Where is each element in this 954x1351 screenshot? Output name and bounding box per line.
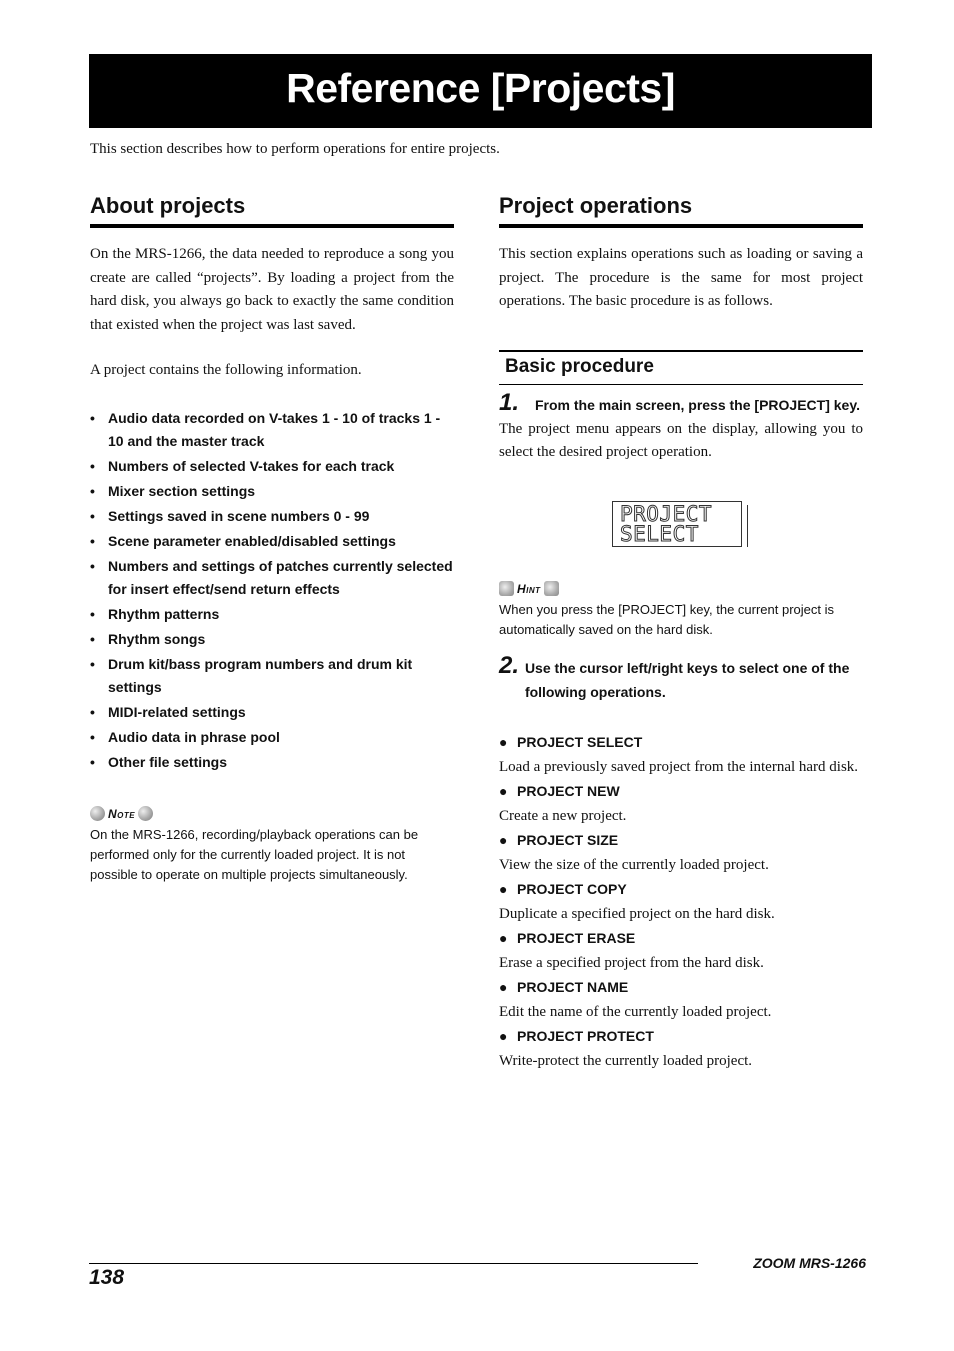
- filled-circle-icon: ●: [499, 733, 508, 750]
- operation-option: [499, 1024, 863, 1073]
- hint-block: [499, 580, 863, 640]
- step-2: [499, 651, 863, 704]
- operation-option: [499, 828, 863, 877]
- bullet-icon: •: [90, 482, 95, 499]
- bullet-icon: •: [90, 557, 95, 574]
- operation-option: [499, 877, 863, 926]
- filled-circle-icon: ●: [499, 831, 508, 848]
- operation-option-name: PROJECT SIZE: [517, 831, 619, 848]
- operation-option-description: Edit the name of the currently loaded project.: [499, 1003, 772, 1020]
- step-1-text: From the main screen, press the [PROJECT] key.: [535, 396, 860, 413]
- note-left-icon: [90, 806, 105, 821]
- operation-option-description: View the size of the currently loaded project.: [499, 856, 769, 873]
- lcd-edge: [747, 505, 748, 547]
- step-1: [499, 388, 863, 417]
- operation-option-heading: [499, 779, 863, 803]
- filled-circle-icon: ●: [499, 929, 508, 946]
- bullet-icon: •: [90, 703, 95, 720]
- operation-option-name: PROJECT COPY: [517, 880, 627, 897]
- operations-paragraph: This section explains operations such as loading or saving a project. The procedure is the same for most project operations. The basic procedure is as follows.: [499, 246, 863, 309]
- list-item: [90, 480, 454, 503]
- operation-option-heading: [499, 877, 863, 901]
- list-item-text: Settings saved in scene numbers 0 - 99: [108, 507, 370, 524]
- operation-option: [499, 730, 863, 779]
- list-item: [90, 628, 454, 651]
- project-operations-heading: Project operations: [499, 193, 863, 228]
- product-name: ZOOM MRS-1266: [753, 1255, 866, 1271]
- note-text: On the MRS-1266, recording/playback operations can be performed only for the currently loaded project. It is not possible to operate on multiple projects simultaneously.: [90, 826, 419, 882]
- operation-option-description: Write-protect the currently loaded project.: [499, 1052, 753, 1069]
- filled-circle-icon: ●: [499, 978, 508, 995]
- step-1-number: 1.: [499, 388, 520, 416]
- page-number: 138: [89, 1266, 125, 1289]
- bullet-icon: •: [90, 753, 95, 770]
- list-item-text: Numbers of selected V-takes for each track: [108, 457, 395, 474]
- list-item-text: Audio data recorded on V-takes 1 - 10 of tracks 1 - 10 and the master track: [108, 409, 441, 449]
- filled-circle-icon: ●: [499, 1027, 508, 1044]
- operation-option-description: Duplicate a specified project on the hard disk.: [499, 905, 775, 922]
- list-item: [90, 530, 454, 553]
- operation-option-description: Create a new project.: [499, 807, 627, 824]
- project-operations-column: [499, 193, 863, 1073]
- lcd-line-1: PROJECT: [620, 502, 713, 526]
- operation-options-list: [499, 730, 863, 1073]
- operation-option: [499, 779, 863, 828]
- list-item: [90, 455, 454, 478]
- bullet-icon: •: [90, 655, 95, 672]
- operation-option-name: PROJECT SELECT: [517, 733, 643, 750]
- note-tag: [90, 805, 454, 823]
- operation-option-description: Erase a specified project from the hard disk.: [499, 954, 764, 971]
- about-paragraph-1: On the MRS-1266, the data needed to reproduce a song you create are called “projects”. By loading a project from the hard disk, you always go back to exactly the same condition that existed when the project was last saved.: [90, 246, 454, 333]
- basic-procedure-heading: Basic procedure: [505, 355, 654, 377]
- page-title: Reference [Projects]: [286, 65, 675, 111]
- about-projects-column: [90, 193, 454, 885]
- list-item-text: MIDI-related settings: [108, 703, 246, 720]
- basic-procedure-box: [499, 350, 863, 385]
- list-item-text: Mixer section settings: [108, 482, 256, 499]
- list-item: [90, 407, 454, 453]
- lcd-line-2: SELECT: [620, 522, 699, 546]
- list-item: [90, 603, 454, 626]
- operation-option-name: PROJECT PROTECT: [517, 1027, 654, 1044]
- bullet-icon: •: [90, 507, 95, 524]
- list-item-text: Audio data in phrase pool: [108, 728, 280, 745]
- operation-option: [499, 926, 863, 975]
- bullet-icon: •: [90, 728, 95, 745]
- list-item: [90, 505, 454, 528]
- operation-option: [499, 975, 863, 1024]
- hint-left-icon: [499, 581, 514, 596]
- bullet-icon: •: [90, 409, 95, 426]
- bullet-icon: •: [90, 532, 95, 549]
- bullet-icon: •: [90, 630, 95, 647]
- lcd-display: [612, 501, 748, 547]
- list-item-text: Other file settings: [108, 753, 228, 770]
- note-block: [90, 805, 454, 885]
- hint-tag: [499, 580, 863, 598]
- list-item: [90, 653, 454, 699]
- operation-option-name: PROJECT ERASE: [517, 929, 636, 946]
- intro-text: This section describes how to perform operations for entire projects.: [90, 141, 500, 157]
- list-item-text: Rhythm patterns: [108, 605, 220, 622]
- list-item: [90, 555, 454, 601]
- operation-option-heading: [499, 926, 863, 950]
- operation-option-heading: [499, 730, 863, 754]
- about-projects-heading: About projects: [90, 193, 454, 228]
- hint-right-icon: [544, 581, 559, 596]
- bullet-icon: •: [90, 605, 95, 622]
- step-1-description: The project menu appears on the display, allowing you to select the desired project operation.: [499, 420, 863, 460]
- note-right-icon: [138, 806, 153, 821]
- list-item-text: Scene parameter enabled/disabled settings: [108, 532, 396, 549]
- operation-option-name: PROJECT NAME: [517, 978, 629, 995]
- list-item-text: Rhythm songs: [108, 630, 206, 647]
- step-2-text: Use the cursor left/right keys to select one of the following operations.: [524, 659, 850, 700]
- operation-option-name: PROJECT NEW: [517, 782, 620, 799]
- operation-option-heading: [499, 828, 863, 852]
- title-banner: [89, 54, 872, 128]
- lcd-frame: [612, 501, 742, 547]
- bullet-icon: •: [90, 457, 95, 474]
- step-2-number: 2.: [499, 651, 520, 679]
- list-item: [90, 701, 454, 724]
- filled-circle-icon: ●: [499, 782, 508, 799]
- note-label: Note: [108, 806, 136, 821]
- list-item: [90, 726, 454, 749]
- footer-rule: [89, 1263, 698, 1264]
- operation-option-description: Load a previously saved project from the internal hard disk.: [499, 758, 859, 775]
- list-item: [90, 751, 454, 774]
- hint-text: When you press the [PROJECT] key, the current project is automatically saved on the hard disk.: [499, 601, 834, 637]
- list-item-text: Drum kit/bass program numbers and drum kit settings: [108, 655, 413, 695]
- list-item-text: Numbers and settings of patches currently selected for insert effect/send return effects: [108, 557, 453, 597]
- operation-option-heading: [499, 1024, 863, 1048]
- hint-label: Hint: [517, 581, 541, 596]
- project-info-list: [90, 407, 454, 774]
- operation-option-heading: [499, 975, 863, 999]
- filled-circle-icon: ●: [499, 880, 508, 897]
- about-paragraph-2: A project contains the following information.: [90, 362, 362, 378]
